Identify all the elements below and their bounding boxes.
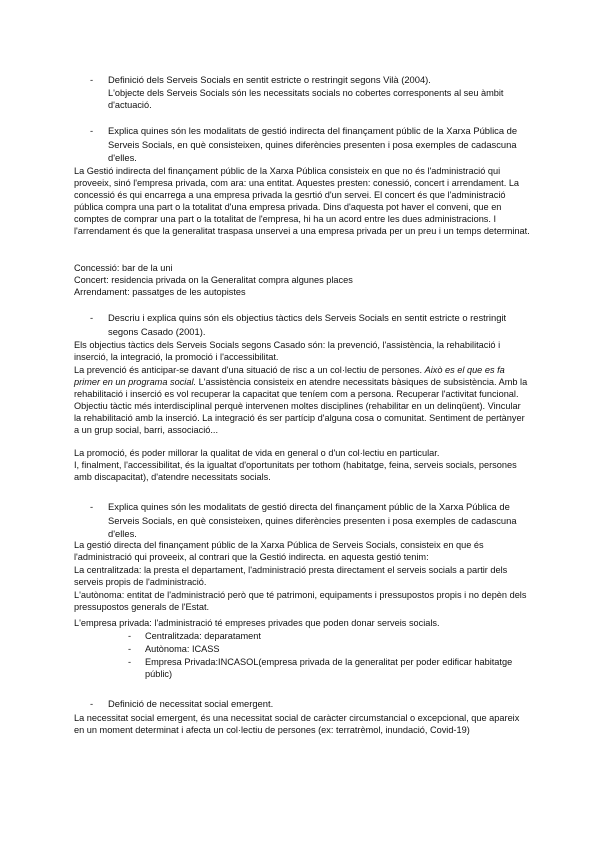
bullet-dash: - [90, 74, 94, 85]
list-item-text: Empresa Privada:INCASOL(empresa privada de la generalitat per poder edificar habitatge públic) [145, 657, 513, 679]
bullet-dash: - [128, 657, 132, 667]
answer-paragraph: La gestió directa del finançament públic de la Xarxa Pública de Serveis Socials, consisteix en que és l'administració qui proveeix, al contrari que la Gestió indirecta. en aquesta gestió tenim: [74, 540, 484, 562]
question-heading: Definició dels Serveis Socials en sentit estricte o restringit segons Vilà (2004). [108, 74, 431, 85]
answer-text: La prevenció és anticipar-se davant d'una situació de risc a un col·lectiu de persones. [74, 365, 425, 375]
list-item-text: Autònoma: ICASS [145, 644, 220, 654]
bullet-dash: - [90, 312, 94, 323]
example-concessio: Concessió: bar de la uni [74, 263, 173, 273]
answer-paragraph: La centralitzada: la presta el departament, l'administració presta directament el serveis socials a partir dels serveis propis de l'administració. [74, 565, 508, 587]
answer-paragraph: Els objectius tàctics dels Serveis Socials segons Casado són: la prevenció, l'assistència, la rehabilitació i inserció, la integració, la promoció i l'accessibilitat. [74, 340, 501, 362]
answer-paragraph: L'empresa privada: l'administració té empreses privades que poden donar serveis socials. [74, 618, 440, 628]
bullet-dash: - [128, 631, 132, 641]
answer-paragraph: La Gestió indirecta del finançament públic de la Xarxa Pública consisteix en que no és l'administració qui proveeix, sinó l'empresa privada, com ara: una entitat. Aquestes presten: conessió, concert i arrendament. La concessió és qui encarrega a una empresa privada la gesrtió d'un servei. El concert és que l'administració pública compra una part o la totalitat d'una empresa privada. Dins d'aquesta pot haver el conveni, que en comptes de comprar una part o la totalitat de l'empresa, hi ha un acord entre les dues administracions. I l'arrendament és que la generalitat traspasa unservei a una empresa privada per un preu i un temps determinat. [74, 166, 530, 236]
bullet-dash: - [90, 125, 94, 136]
example-arrendament: Arrendament: passatges de les autopistes [74, 287, 246, 297]
question-heading: Explica quines són les modalitats de gestió indirecta del finançament públic de la Xarxa Pública de Serveis Socials, en què consisteixen, quines diferències presenten i posa exemples de cadascuna d'elles. [108, 125, 518, 163]
bullet-dash: - [128, 644, 132, 654]
answer-text: L'assistència consisteix en atendre necessitats bàsiques de subsistència. Amb la rehabilitació i inserció es vol recuperar la capacitat que teníem com a persona. Recuperar l'activitat funcional. Objectiu tàctic més interdisciplinal perquè intervenen moltes disciplines (rehabilitar en un delinqüent). Vincular la rehabilitació amb la inserció. La integració és ser partícip d'alguna cosa o comunitat. Sentiment de pertànyer a un grup social, barri, associació... [74, 377, 528, 435]
example-concert: Concert: residencia privada on la Generalitat compra algunes places [74, 275, 353, 285]
answer-paragraph: L'autònoma: entitat de l'administració però que té patrimoni, equipaments i pressupostos propis i no depèn dels pressupostos generals de l'Estat. [74, 590, 527, 612]
bullet-dash: - [90, 501, 94, 512]
answer-paragraph: La promoció, és poder millorar la qualitat de vida en general o d'un col·lectiu en particular. [74, 448, 440, 458]
answer-paragraph [74, 364, 530, 436]
answer-text: L'objecte dels Serveis Socials són les necessitats socials no cobertes corresponents al seu àmbit d'actuació. [108, 88, 504, 110]
list-item-text: Centralitzada: deparatament [145, 631, 261, 641]
answer-italic-text: Això es el que es fa primer en un programa social. [74, 365, 505, 387]
bullet-dash: - [90, 698, 94, 709]
question-heading: Descriu i explica quins són els objectius tàctics dels Serveis Socials en sentit estricte o restringit segons Casado (2001). [108, 312, 507, 337]
question-heading: Definició de necessitat social emergent. [108, 698, 274, 709]
answer-paragraph: La necessitat social emergent, és una necessitat social de caràcter circumstancial o excepcional, que apareix en un moment determinat i afecta un col·lectiu de persones (ex: terratrèmol, inundació, Covid-19) [74, 713, 520, 735]
question-heading: Explica quines són les modalitats de gestió directa del finançament públic de la Xarxa Pública de Serveis Socials, en què consisteixen, quines diferències presenten i posa exemples de cadascuna d'elles. [108, 501, 517, 539]
answer-paragraph: I, finalment, l'accessibilitat, és la igualtat d'oportunitats per tothom (habitatge, feina, serveis socials, persones amb discapacitat), d'atendre necessitats socials. [74, 460, 517, 482]
